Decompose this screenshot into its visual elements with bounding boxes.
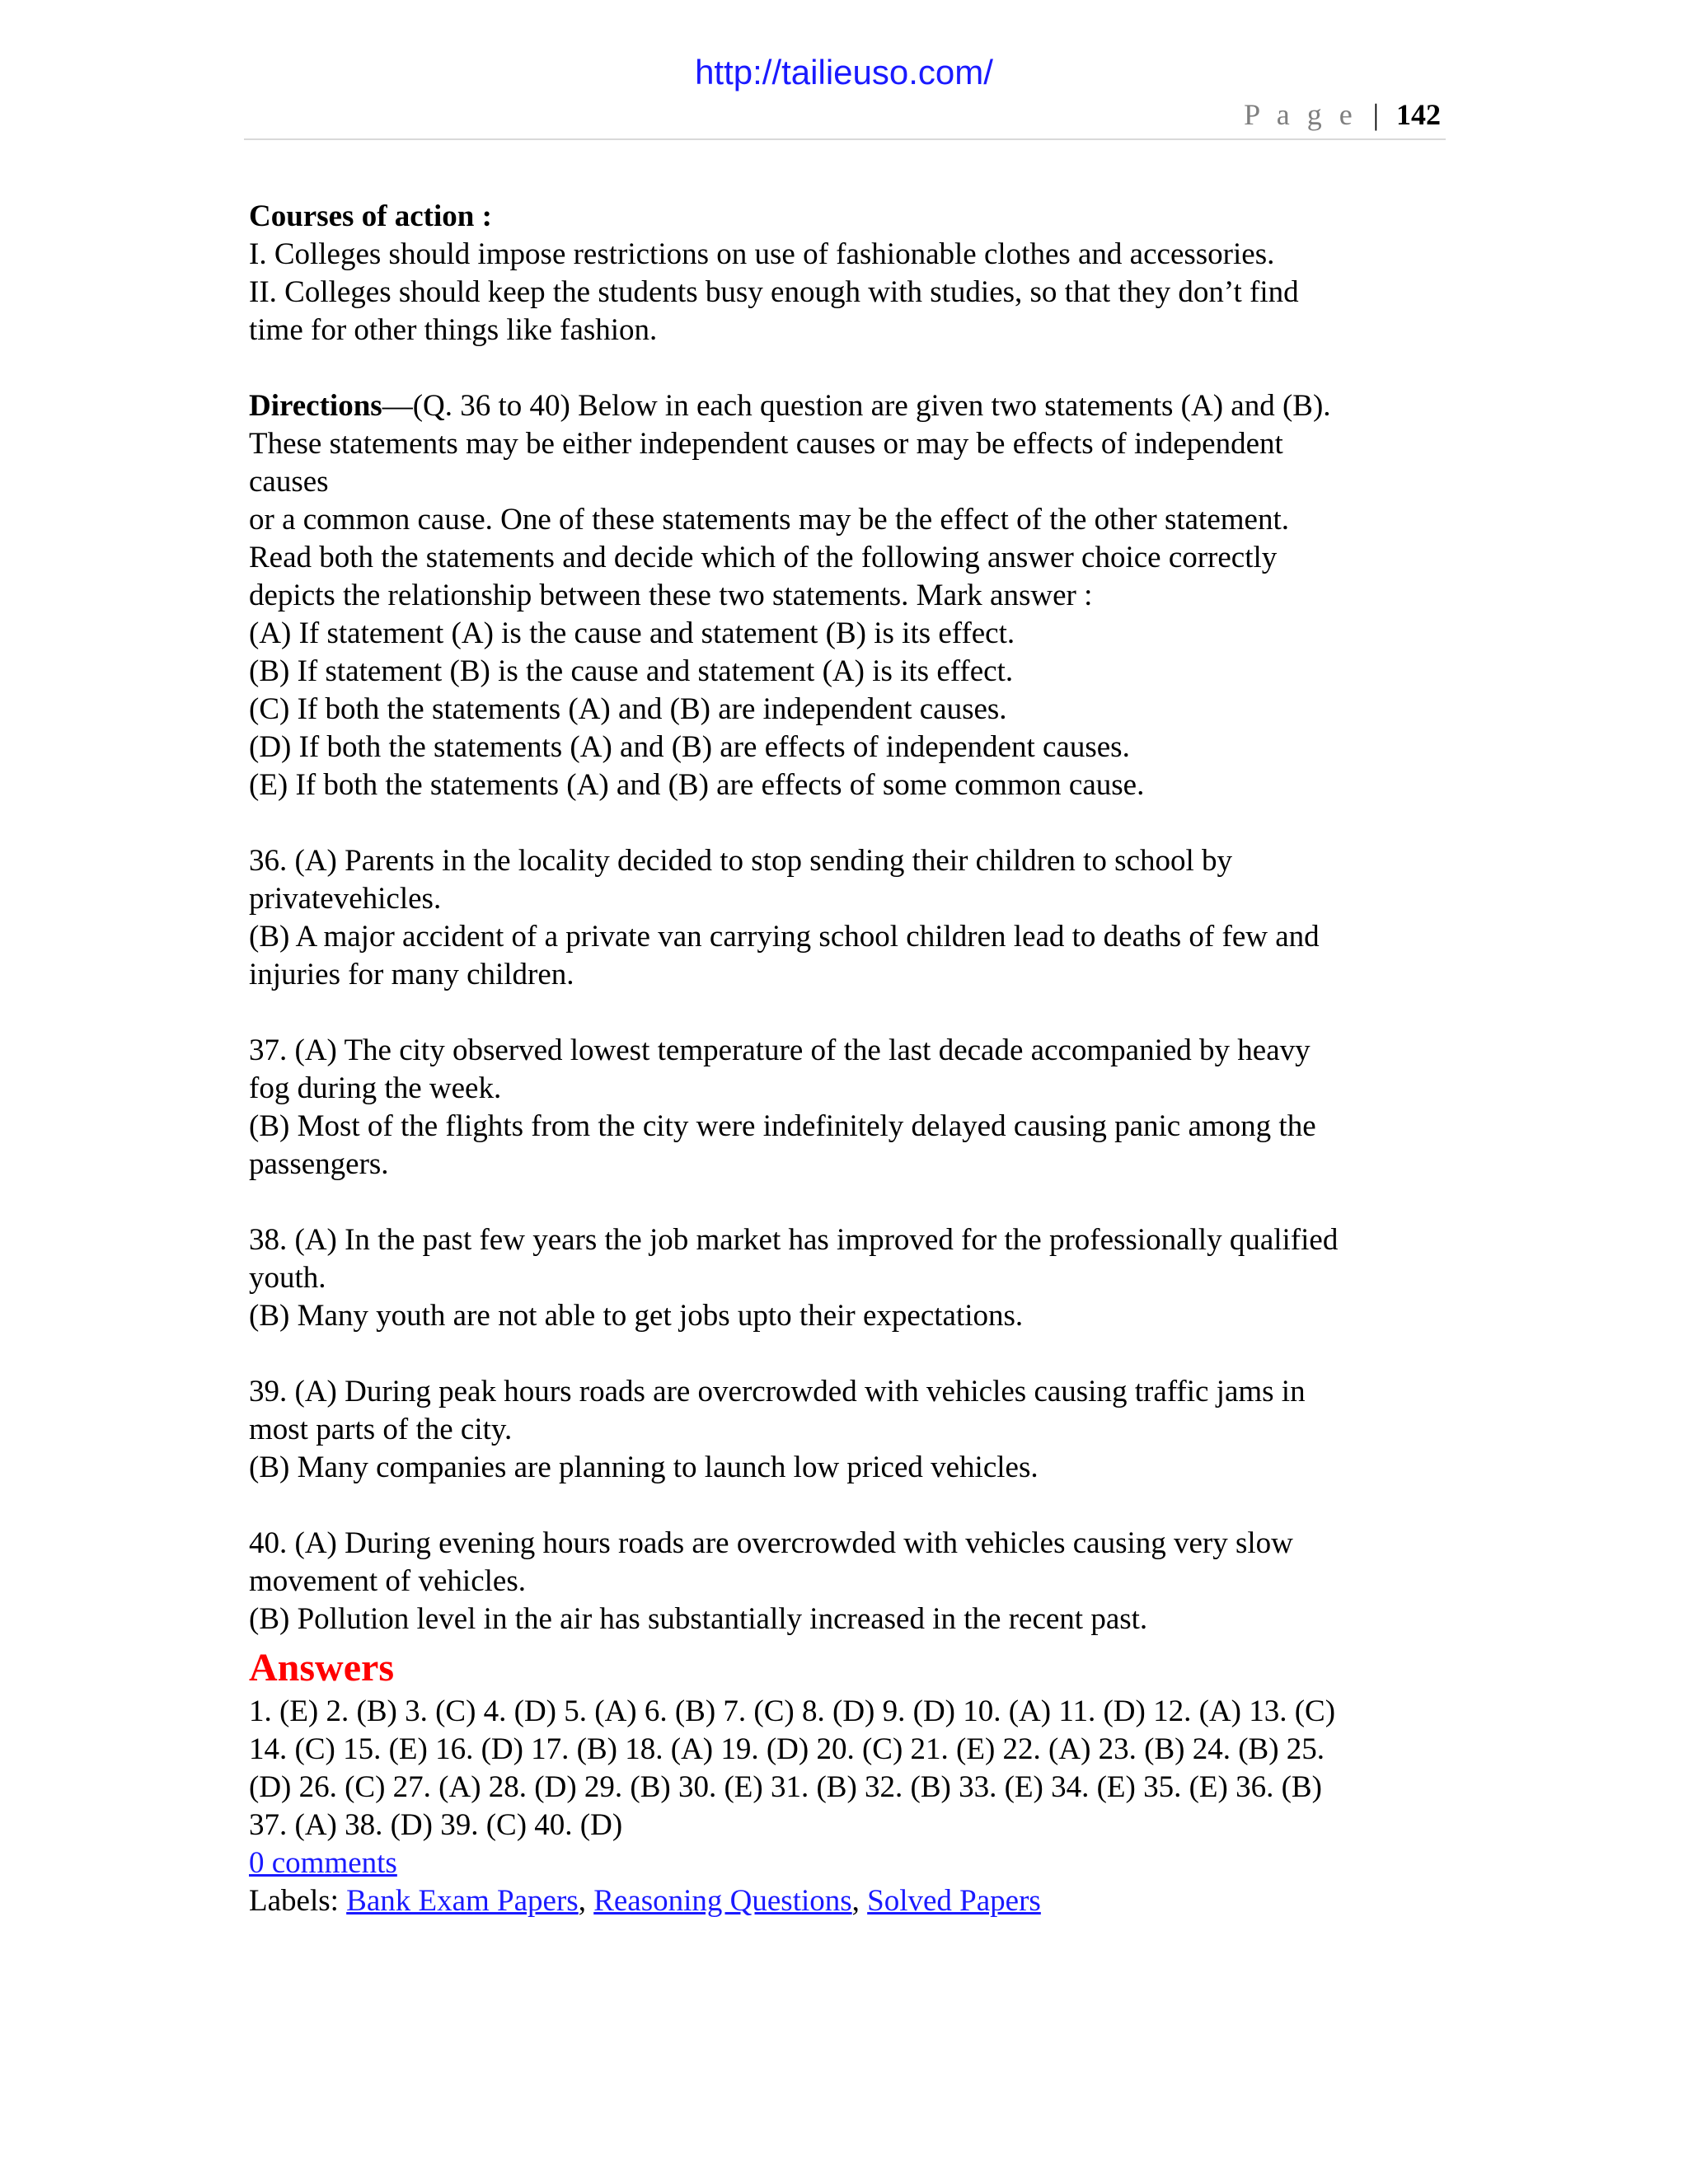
post-footer [249,1844,1452,1920]
question-40 [249,1525,1452,1638]
directions-line: causes [249,465,329,499]
page-number [1244,97,1441,132]
question-39 [249,1373,1452,1487]
answers-line: 37. (A) 38. (D) 39. (C) 40. (D) [249,1808,623,1842]
question-37 [249,1032,1452,1183]
spacer [249,1335,1452,1373]
label-separator: , [578,1884,594,1918]
course-line: I. Colleges should impose restrictions on use of fashionable clothes and accessories. [249,237,1275,271]
answers-line: 1. (E) 2. (B) 3. (C) 4. (D) 5. (A) 6. (B) 7. (C) 8. (D) 9. (D) 10. (A) 11. (D) 12. (A) 13. (C) [249,1694,1336,1728]
question-line: youth. [249,1261,326,1295]
answer-option: (B) If statement (B) is the cause and statement (A) is its effect. [249,654,1014,688]
question-line: 38. (A) In the past few years the job market has improved for the professionally qualified [249,1223,1339,1257]
label-link-reasoning-questions[interactable]: Reasoning Questions [593,1884,852,1918]
header-url-link[interactable]: http://tailieuso.com/ [695,53,993,91]
question-line: movement of vehicles. [249,1564,526,1598]
question-line: most parts of the city. [249,1413,513,1446]
spacer [249,994,1452,1032]
page-label: P a g e [1244,98,1357,131]
question-line: 36. (A) Parents in the locality decided to stop sending their children to school by [249,844,1232,878]
comments-line [249,1844,1452,1882]
question-line: (B) Pollution level in the air has substantially increased in the recent past. [249,1602,1148,1636]
answer-option: (E) If both the statements (A) and (B) are effects of some common cause. [249,768,1145,802]
courses-heading: Courses of action : [249,199,492,233]
question-36 [249,842,1452,994]
labels-line [249,1882,1452,1920]
spacer [249,349,1452,387]
page-separator: | [1372,98,1379,131]
directions-first-line [249,387,1452,425]
directions-line: Read both the statements and decide which of the following answer choice correctly [249,541,1278,574]
answers-heading: Answers [249,1646,394,1690]
spacer [249,804,1452,842]
question-line: privatevehicles. [249,882,442,916]
answer-option: (A) If statement (A) is the cause and statement (B) is its effect. [249,616,1015,650]
directions [249,387,1452,804]
question-line: passengers. [249,1147,389,1181]
header-divider [244,138,1446,140]
directions-line: depicts the relationship between these two statements. Mark answer : [249,579,1093,612]
question-line: (B) A major accident of a private van carrying school children lead to deaths of few and [249,920,1320,954]
directions-line: These statements may be either independent causes or may be effects of independent [249,427,1283,461]
course-line: time for other things like fashion. [249,313,658,347]
answers [249,1643,1452,1844]
spacer [249,1487,1452,1525]
question-line: 39. (A) During peak hours roads are overcrowded with vehicles causing traffic jams in [249,1375,1306,1408]
question-line: (B) Many companies are planning to launch low priced vehicles. [249,1451,1039,1484]
label-link-bank-exam-papers[interactable]: Bank Exam Papers [346,1884,579,1918]
question-38 [249,1221,1452,1335]
document-body [249,198,1452,1920]
answer-option: (C) If both the statements (A) and (B) are independent causes. [249,692,1007,726]
directions-line: or a common cause. One of these statements may be the effect of the other statement. [249,503,1289,537]
question-line: 40. (A) During evening hours roads are overcrowded with vehicles causing very slow [249,1526,1293,1560]
answer-option: (D) If both the statements (A) and (B) are effects of independent causes. [249,730,1130,764]
question-line: fog during the week. [249,1071,502,1105]
labels-prefix: Labels: [249,1884,347,1918]
label-separator: , [851,1884,868,1918]
course-line: II. Colleges should keep the students busy enough with studies, so that they don’t find [249,275,1299,309]
question-line: (B) Most of the flights from the city were indefinitely delayed causing panic among the [249,1109,1316,1143]
directions-text: —(Q. 36 to 40) Below in each question are given two statements (A) and (B). [382,389,1331,423]
question-line: (B) Many youth are not able to get jobs upto their expectations. [249,1299,1024,1333]
question-line: 37. (A) The city observed lowest temperature of the last decade accompanied by heavy [249,1033,1311,1067]
answers-line: 14. (C) 15. (E) 16. (D) 17. (B) 18. (A) 19. (D) 20. (C) 21. (E) 22. (A) 23. (B) 24. (B) 25. [249,1732,1325,1766]
page-number-value: 142 [1396,98,1441,131]
directions-label: Directions [249,389,382,423]
label-link-solved-papers[interactable]: Solved Papers [867,1884,1041,1918]
courses-of-action [249,198,1452,349]
question-line: injuries for many children. [249,958,574,991]
spacer [249,1183,1452,1221]
answers-line: (D) 26. (C) 27. (A) 28. (D) 29. (B) 30. (E) 31. (B) 32. (B) 33. (E) 34. (E) 35. (E) 36. (B) [249,1770,1322,1804]
comments-link[interactable]: 0 comments [249,1846,397,1880]
